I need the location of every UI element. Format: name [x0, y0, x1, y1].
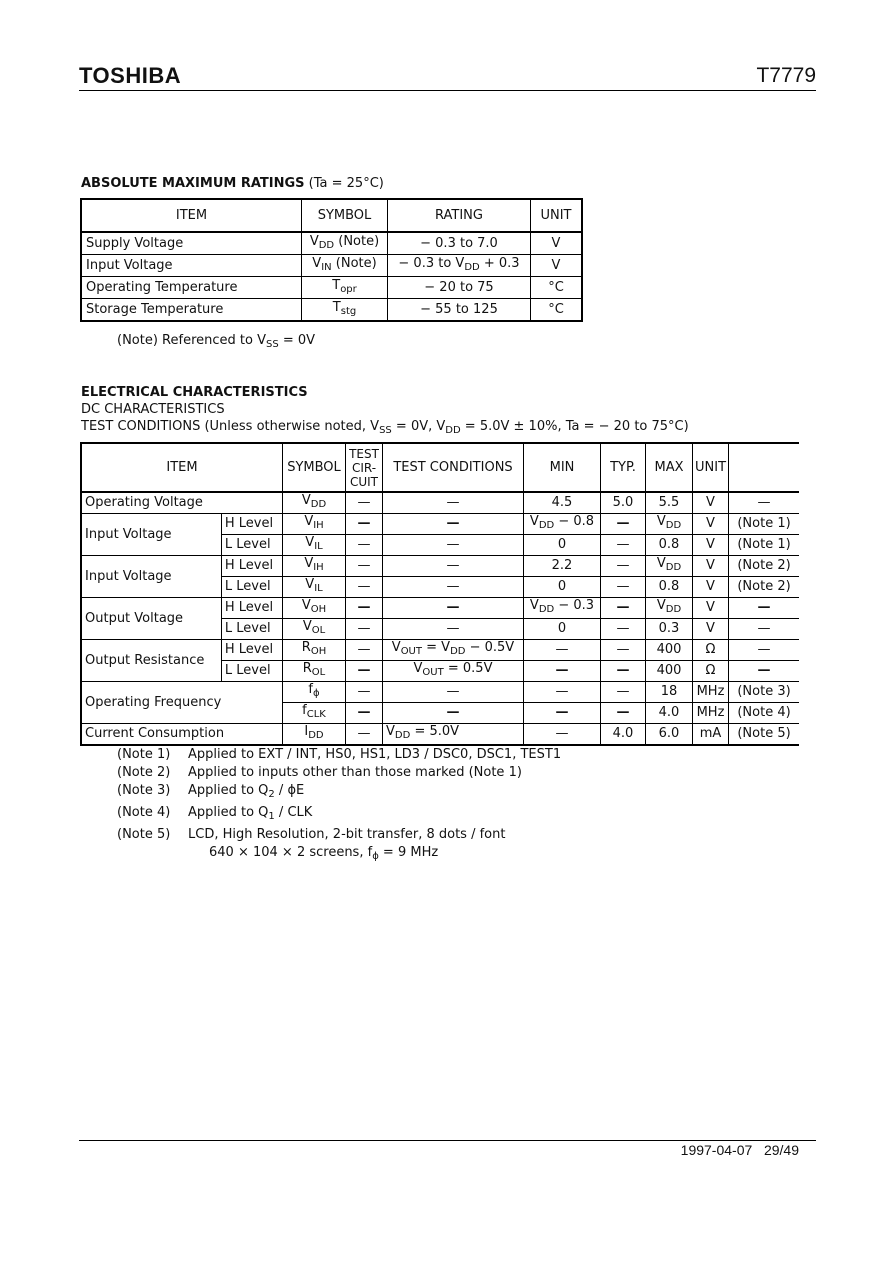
table-row: Operating Temperature $T_{opr}$ − 20 to 75 °C	[81, 277, 582, 299]
page-number: 29/49	[763, 1142, 799, 1158]
note-item: (Note 2) Applied to inputs other than those marked (Note 1)	[117, 765, 522, 780]
note-item: (Note 4) Applied to $Q_1$ / CLK	[117, 805, 313, 822]
table-row: Supply Voltage $V_{DD}$ (Note) − 0.3 to 7.0 V	[81, 232, 582, 255]
table-row: Operating Voltage $V_{DD}$ — — 4.5 5.0 5.5 V —	[81, 492, 799, 514]
footer-date: 1997-04-07	[680, 1142, 753, 1158]
test-conditions: TEST CONDITIONS (Unless otherwise noted, $V_{SS} = 0V$, $V_{DD} = 5.0V \pm 10\%$, Ta = − 20 to 75°C)	[81, 419, 689, 436]
notes-list	[117, 746, 561, 866]
dc-characteristics-table	[80, 442, 799, 746]
note-item-continuation: 640 × 104 × 2 screens, $f_\phi = 9$ MHz	[209, 845, 439, 862]
table-row: L Level $V_{IL}$ — — 0 — 0.8 V (Note 1)	[81, 535, 799, 556]
table-row: Output Voltage H Level $V_{OH}$ — — $V_{DD} - 0.3$ — $V_{DD}$ V —	[81, 598, 799, 619]
table-row: Current Consumption $I_{DD}$ — $V_{DD} = 5.0V$ — 4.0 6.0 mA (Note 5)	[81, 724, 799, 746]
note-item: (Note 1) Applied to EXT / INT, HS0, HS1, LD3 / DSC0, DSC1, TEST1	[117, 747, 562, 762]
table-row: Input Voltage H Level $V_{IH}$ — — 2.2 — $V_{DD}$ V (Note 2)	[81, 556, 799, 577]
abs-max-note: (Note) Referenced to $V_{SS} = 0V$	[117, 333, 316, 350]
table-row: Operating Frequency $f_\phi$ — — — — 18 MHz (Note 3)	[81, 682, 799, 703]
footer	[681, 1142, 799, 1158]
table-header-row: ITEM SYMBOL RATING UNIT	[81, 199, 582, 232]
footer-rule	[79, 1140, 816, 1141]
elec-heading: ELECTRICAL CHARACTERISTICS	[81, 385, 308, 400]
dc-subheading: DC CHARACTERISTICS	[81, 402, 225, 417]
table-row: Storage Temperature $T_{stg}$ − 55 to 125 °C	[81, 299, 582, 322]
part-number: T7779	[756, 64, 816, 87]
note-item: (Note 3) Applied to $Q_2$ / ϕE	[117, 783, 305, 800]
table-row: Output Resistance H Level $R_{OH}$ — $V_{OUT} = V_{DD} - 0.5V$ — — 400 Ω —	[81, 640, 799, 661]
table-row: $f_{CLK}$ — — — — 4.0 MHz (Note 4)	[81, 703, 799, 724]
table-row: L Level $V_{OL}$ — — 0 — 0.3 V —	[81, 619, 799, 640]
brand-logo: TOSHIBA	[79, 63, 182, 88]
table-row: L Level $R_{OL}$ — $V_{OUT} = 0.5V$ — — 400 Ω —	[81, 661, 799, 682]
table-header-row: ITEM SYMBOL TEST CIR- CUIT TEST CONDITIONS MIN TYP. MAX UNIT	[81, 443, 799, 492]
table-row: Input Voltage H Level $V_{IH}$ — — $V_{DD} - 0.8$ — $V_{DD}$ V (Note 1)	[81, 514, 799, 535]
table-row: Input Voltage $V_{IN}$ (Note) − 0.3 to $V_{DD} + 0.3$ V	[81, 255, 582, 277]
abs-max-heading: ABSOLUTE MAXIMUM RATINGS (Ta = 25°C)	[81, 176, 384, 191]
table-row: L Level $V_{IL}$ — — 0 — 0.8 V (Note 2)	[81, 577, 799, 598]
note-item: (Note 5) LCD, High Resolution, 2-bit transfer, 8 dots / font	[117, 827, 506, 842]
abs-max-table	[80, 198, 583, 322]
header-rule	[79, 90, 816, 91]
